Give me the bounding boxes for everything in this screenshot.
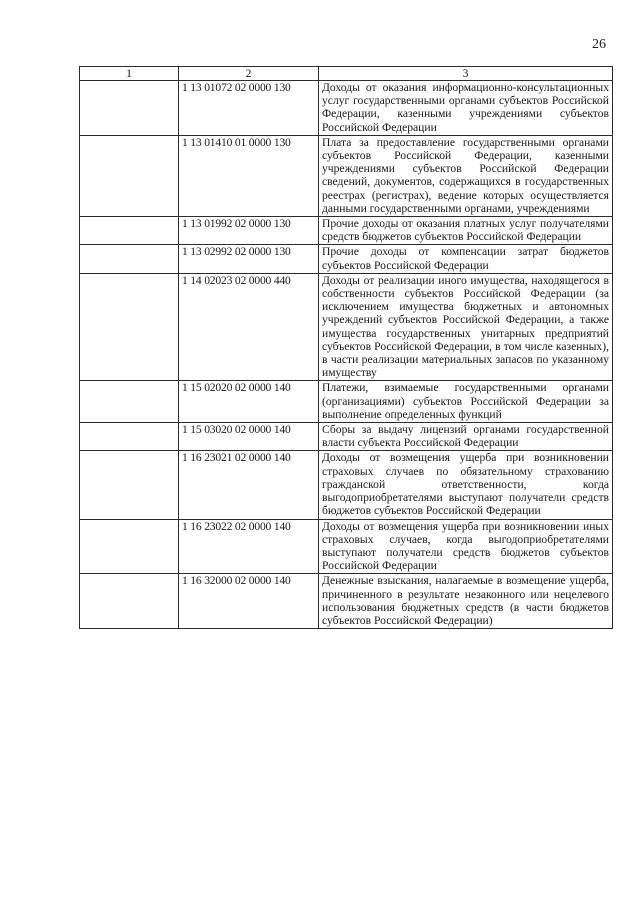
revenue-description-cell: Сборы за выдачу лицензий органами государственной власти субъекта Российской Федерации bbox=[319, 423, 613, 451]
budget-classification-table bbox=[79, 66, 613, 629]
revenue-description-cell: Доходы от возмещения ущерба при возникновении страховых случаев по обязательному страхованию гражданской ответственности, когда выгодоприобретателями выступают получатели средств бюджетов субъектов Российской Федерации bbox=[319, 451, 613, 519]
table-row bbox=[80, 519, 613, 574]
revenue-description-cell: Платежи, взимаемые государственными органами (организациями) субъектов Российской Федерации за выполнение определенных функций bbox=[319, 381, 613, 423]
table-row bbox=[80, 217, 613, 245]
header-column-3: 3 bbox=[319, 67, 613, 81]
table-row bbox=[80, 273, 613, 381]
header-row bbox=[80, 67, 613, 81]
revenue-code-cell: 1 15 02020 02 0000 140 bbox=[179, 381, 319, 423]
column-1-cell bbox=[80, 245, 179, 273]
header-column-2: 2 bbox=[179, 67, 319, 81]
column-1-cell bbox=[80, 519, 179, 574]
column-1-cell bbox=[80, 273, 179, 381]
table-row bbox=[80, 245, 613, 273]
revenue-description-cell: Доходы от оказания информационно-консультационных услуг государственными органами субъектов Российской Федерации, казенными учреждениями субъектов Российской Федерации bbox=[319, 81, 613, 136]
revenue-description-cell: Плата за предоставление государственными органами субъектов Российской Федерации, казенными учреждениями субъектов Российской Федерации сведений, документов, содержащихся в государственных реестрах (регистрах), ведение которых осуществляется данными государственными органами, учреждениями bbox=[319, 135, 613, 216]
column-1-cell bbox=[80, 574, 179, 629]
column-1-cell bbox=[80, 81, 179, 136]
column-1-cell bbox=[80, 451, 179, 519]
column-1-cell bbox=[80, 423, 179, 451]
column-1-cell bbox=[80, 381, 179, 423]
revenue-code-cell: 1 15 03020 02 0000 140 bbox=[179, 423, 319, 451]
revenue-code-cell: 1 13 01992 02 0000 130 bbox=[179, 217, 319, 245]
revenue-code-cell: 1 14 02023 02 0000 440 bbox=[179, 273, 319, 381]
table-row bbox=[80, 135, 613, 216]
revenue-description-cell: Прочие доходы от оказания платных услуг получателями средств бюджетов субъектов Российской Федерации bbox=[319, 217, 613, 245]
table-row bbox=[80, 451, 613, 519]
page-number: 26 bbox=[592, 37, 606, 52]
revenue-code-cell: 1 16 23022 02 0000 140 bbox=[179, 519, 319, 574]
revenue-description-cell: Доходы от реализации иного имущества, находящегося в собственности субъектов Российской Федерации (за исключением имущества бюджетных и автономных учреждений субъектов Российской Федерации, а также имущества государственных унитарных предприятий субъектов Российской Федерации, в том числе казенных), в части реализации материальных запасов по указанному имуществу bbox=[319, 273, 613, 381]
revenue-description-cell: Денежные взыскания, налагаемые в возмещение ущерба, причиненного в результате незаконного или нецелевого использования бюджетных средств (в части бюджетов субъектов Российской Федерации) bbox=[319, 574, 613, 629]
table-row bbox=[80, 381, 613, 423]
revenue-description-cell: Прочие доходы от компенсации затрат бюджетов субъектов Российской Федерации bbox=[319, 245, 613, 273]
table-row bbox=[80, 81, 613, 136]
table-body bbox=[80, 81, 613, 629]
column-1-cell bbox=[80, 217, 179, 245]
column-1-cell bbox=[80, 135, 179, 216]
revenue-code-cell: 1 13 01410 01 0000 130 bbox=[179, 135, 319, 216]
table-header bbox=[80, 67, 613, 81]
table-row bbox=[80, 423, 613, 451]
table-row bbox=[80, 574, 613, 629]
revenue-code-cell: 1 16 23021 02 0000 140 bbox=[179, 451, 319, 519]
revenue-code-cell: 1 13 01072 02 0000 130 bbox=[179, 81, 319, 136]
revenue-description-cell: Доходы от возмещения ущерба при возникновении иных страховых случаев, когда выгодоприобретателями выступают получатели средств бюджетов субъектов Российской Федерации bbox=[319, 519, 613, 574]
header-column-1: 1 bbox=[80, 67, 179, 81]
revenue-code-cell: 1 13 02992 02 0000 130 bbox=[179, 245, 319, 273]
revenue-code-cell: 1 16 32000 02 0000 140 bbox=[179, 574, 319, 629]
